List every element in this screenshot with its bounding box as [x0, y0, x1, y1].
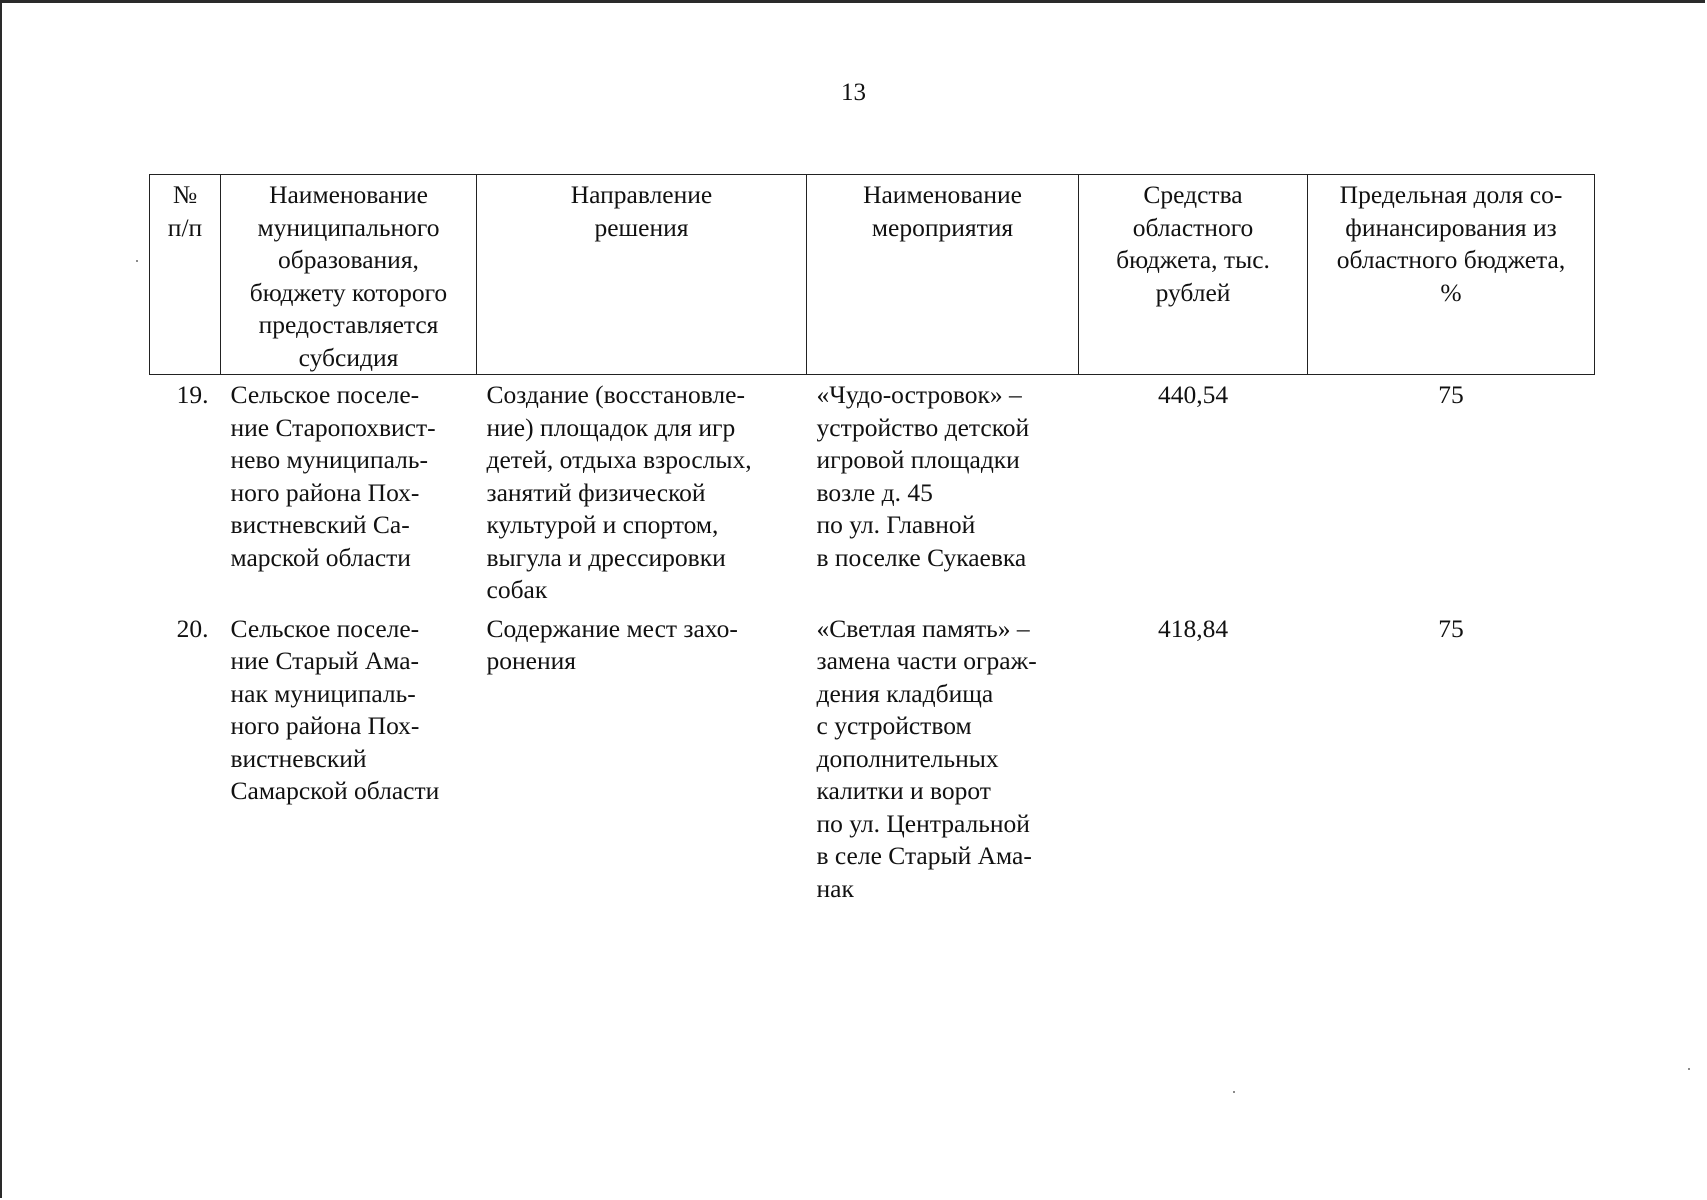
funds-cell: 418,84	[1157, 613, 1229, 643]
direction-cell: Создание (восстановле- ние) площадок для игр детей, отдыха взрослых, занятий физической культурой и спортом, выгула и дрессировки собак	[486, 380, 752, 604]
row-number: 20.	[176, 613, 209, 643]
table-row	[150, 375, 1595, 607]
scan-speck	[136, 260, 138, 262]
header-funds: Средства областного бюджета, тыс. рублей	[1079, 175, 1308, 375]
direction-cell: Содержание мест захо- ронения	[486, 613, 738, 675]
event-cell: «Светлая память» – замена части ограж- дения кладбища с устройством дополнительных калитки и ворот по ул. Центральной в селе Старый Ама- нак	[816, 613, 1037, 903]
scan-speck	[1688, 1068, 1690, 1070]
header-event: Наименование мероприятия	[807, 175, 1079, 375]
municipality-cell: Сельское поселе- ние Старопохвист- нево муниципаль- ного района Пох- вистневский Са- марской области	[230, 380, 436, 572]
table-header-row	[150, 175, 1595, 375]
page-number: 13	[841, 79, 866, 106]
row-number: 19.	[176, 380, 209, 409]
header-share: Предельная доля со- финансирования из областного бюджета, %	[1308, 175, 1595, 375]
header-direction: Направление решения	[477, 175, 807, 375]
event-cell: «Чудо-островок» – устройство детской игровой площадки возле д. 45 по ул. Главной в поселке Сукаевка	[816, 380, 1030, 572]
table-row	[150, 607, 1595, 906]
funds-cell: 440,54	[1157, 380, 1229, 409]
header-municipality: Наименование муниципального образования, бюджету которого предоставляется субсидия	[221, 175, 477, 375]
share-cell: 75	[1438, 613, 1464, 643]
subsidy-table	[149, 174, 1595, 905]
municipality-cell: Сельское поселе- ние Старый Ама- нак муниципаль- ного района Пох- вистневский Самарской области	[230, 613, 440, 805]
share-cell: 75	[1438, 380, 1464, 409]
header-number: № п/п	[150, 175, 221, 375]
scan-speck	[1233, 1091, 1235, 1093]
